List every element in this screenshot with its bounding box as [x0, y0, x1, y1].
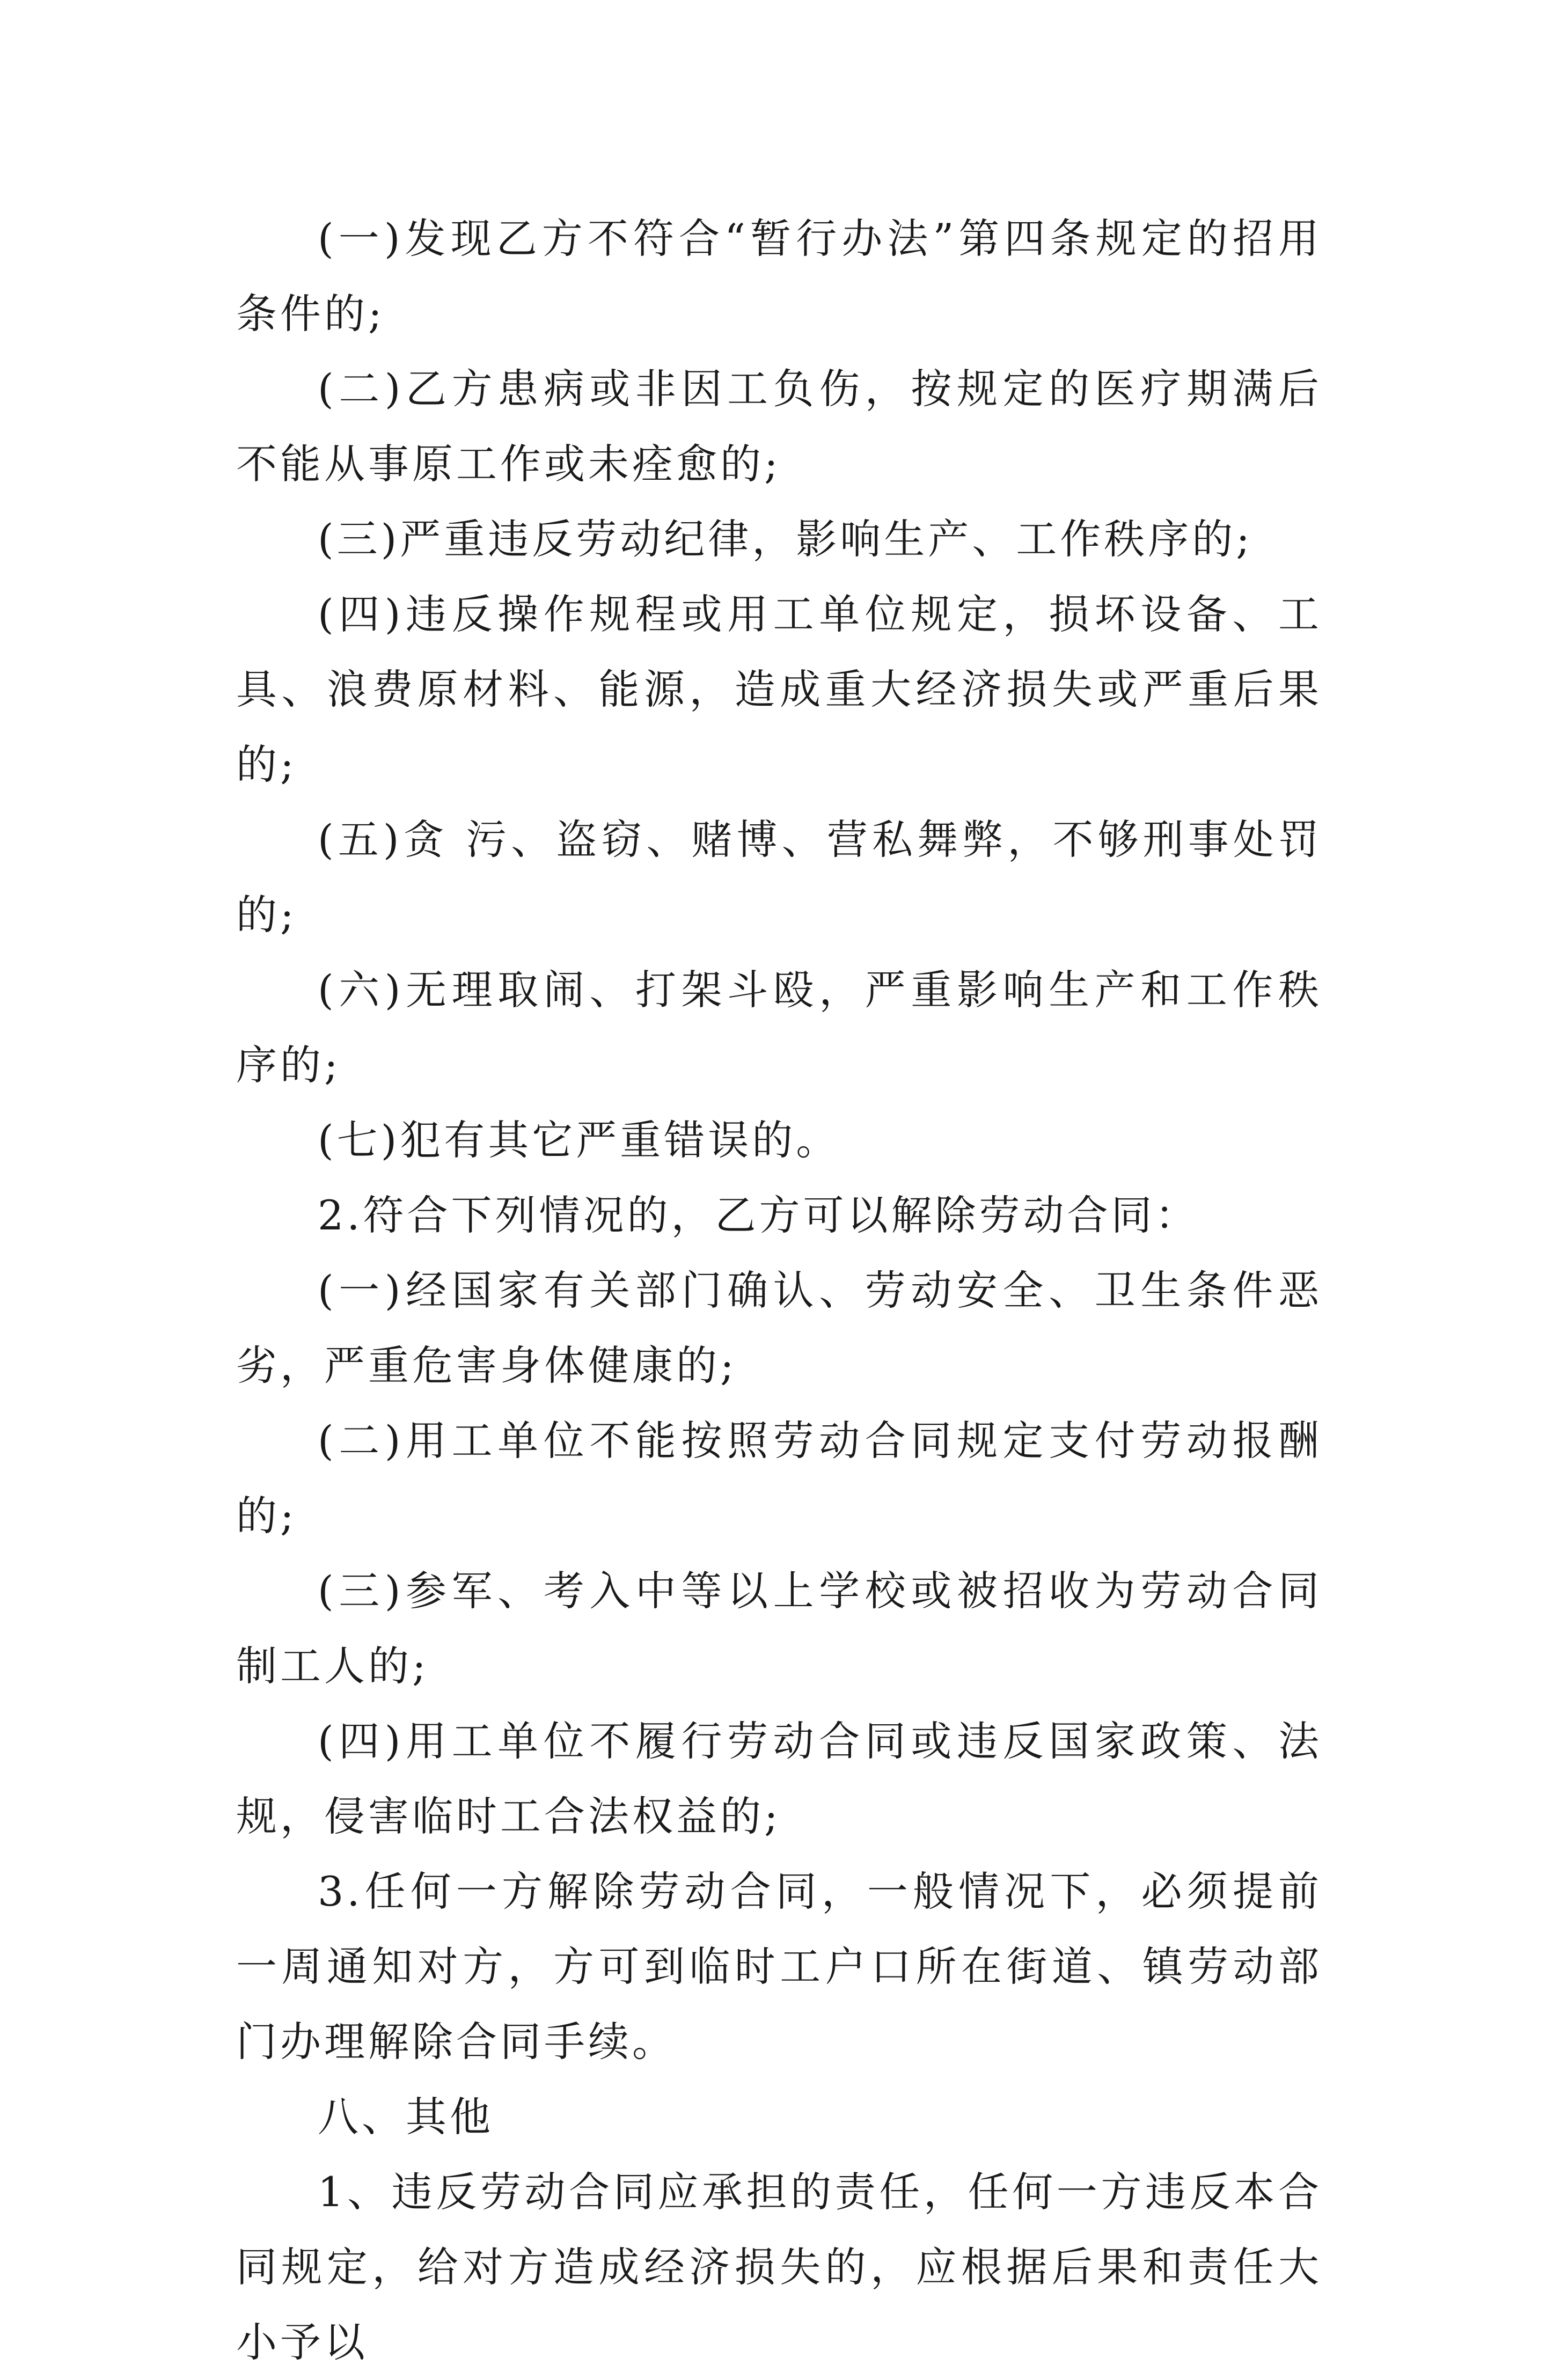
paragraph-clause-1-5: (五)贪 污、盗窃、赌博、营私舞弊，不够刑事处罚的; — [236, 816, 1322, 939]
paragraph-clause-1-1: (一)发现乙方不符合“暂行办法”第四条规定的招用条件的; — [236, 215, 1322, 338]
paragraph-clause-2-3: (三)参军、考入中等以上学校或被招收为劳动合同制工人的; — [236, 1567, 1322, 1690]
document-body — [236, 201, 1322, 2380]
paragraph-clause-8-1: 1、违反劳动合同应承担的责任，任何一方违反本合同规定，给对方造成经济损失的，应根据后果和责任大小予以 — [236, 2168, 1322, 2366]
paragraph-clause-1-3: (三)严重违反劳动纪律，影响生产、工作秩序的; — [318, 515, 1253, 563]
paragraph-clause-2-4: (四)用工单位不履行劳动合同或违反国家政策、法规，侵害临时工合法权益的; — [236, 1717, 1322, 1840]
paragraph-clause-2-2: (二)用工单位不能按照劳动合同规定支付劳动报酬的; — [236, 1417, 1322, 1540]
paragraph-clause-2-1: (一)经国家有关部门确认、劳动安全、卫生条件恶劣，严重危害身体健康的; — [236, 1266, 1322, 1389]
paragraph-section-2: 2.符合下列情况的，乙方可以解除劳动合同： — [318, 1191, 1199, 1239]
paragraph-clause-1-4: (四)违反操作规程或用工单位规定，损坏设备、工具、浪费原材料、能源，造成重大经济损失或严重后果的; — [236, 590, 1322, 788]
paragraph-clause-1-7: (七)犯有其它严重错误的。 — [318, 1116, 840, 1164]
paragraph-section-3: 3.任何一方解除劳动合同，一般情况下，必须提前一周通知对方，方可到临时工户口所在街道、镇劳动部门办理解除合同手续。 — [236, 1868, 1322, 2066]
paragraph-clause-1-2: (二)乙方患病或非因工负伤，按规定的医疗期满后不能从事原工作或未痊愈的; — [236, 365, 1322, 488]
heading-section-8: 八、其他 — [318, 2093, 494, 2141]
paragraph-clause-1-6: (六)无理取闹、打架斗殴，严重影响生产和工作秩序的; — [236, 966, 1322, 1089]
